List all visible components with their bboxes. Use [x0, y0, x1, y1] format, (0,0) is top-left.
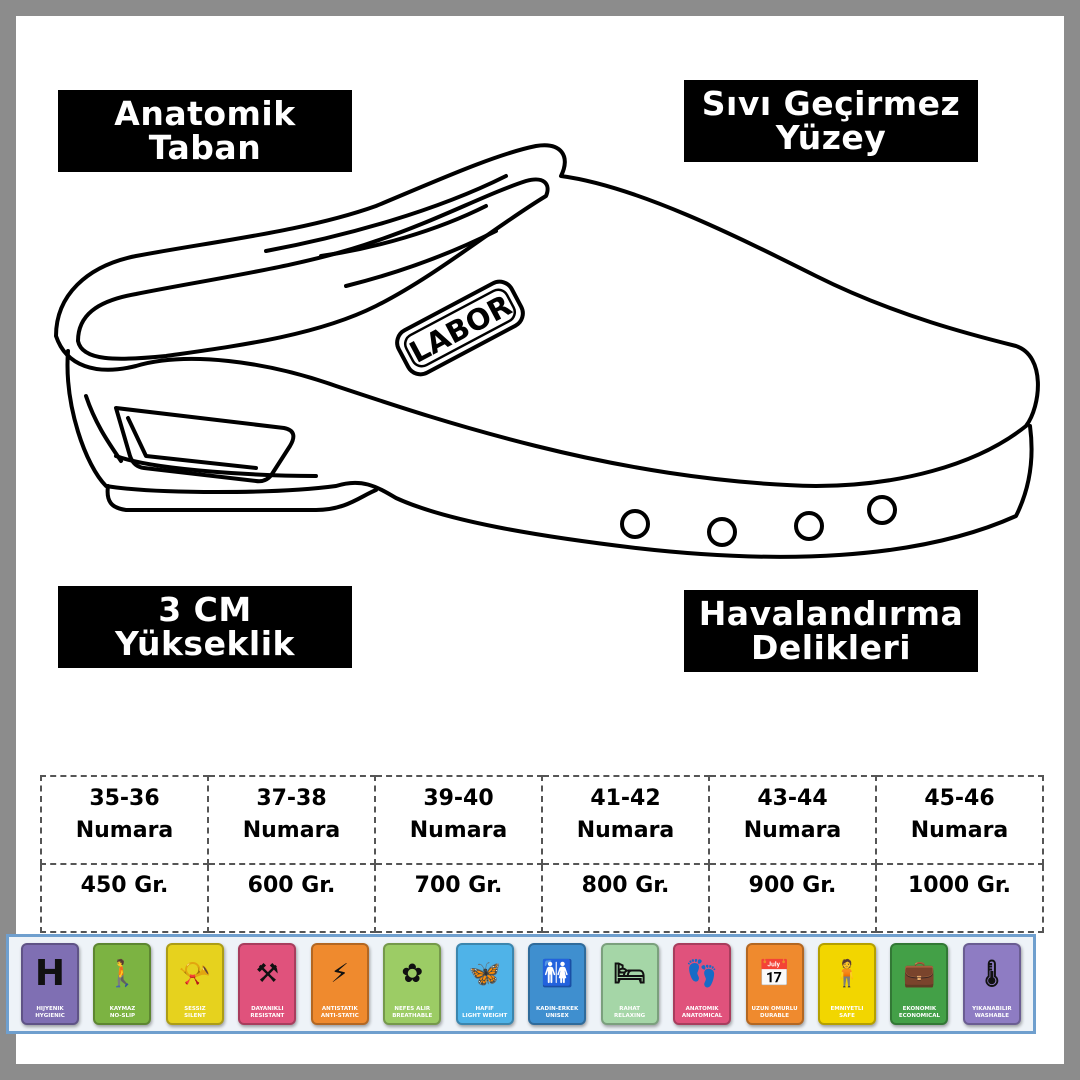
vent-hole [622, 511, 648, 537]
feature-badge-safe [818, 943, 876, 1025]
feature-badge-washable [963, 943, 1021, 1025]
callout-waterproof-surface: Sıvı Geçirmez Yüzey [684, 80, 978, 162]
economical-icon: 💼 [903, 959, 936, 989]
relaxing-icon: 🛏 [613, 959, 647, 989]
feature-caption-tr: HİJYENİK [36, 1006, 64, 1012]
weight-cell: 800 Gr. [542, 864, 709, 932]
feature-caption [242, 1006, 292, 1019]
feature-caption [532, 1006, 582, 1019]
feature-caption [97, 1006, 147, 1019]
vent-hole [869, 497, 895, 523]
feature-caption-en: SILENT [184, 1012, 206, 1019]
resistant-icon: ⚒ [255, 959, 280, 989]
size-cell: 41-42 Numara [542, 776, 709, 864]
feature-caption-tr: EMNİYETLİ [830, 1006, 864, 1012]
callout-ventilation-holes: Havalandırma Delikleri [684, 590, 978, 672]
feature-caption-en: RELAXING [614, 1012, 646, 1019]
feature-caption-en: UNISEX [545, 1012, 569, 1019]
durable-icon: 📅 [758, 959, 791, 989]
feature-caption-en: HYGIENIC [35, 1012, 65, 1019]
feature-badge-resistant [238, 943, 296, 1025]
washable-icon: 🌡 [975, 959, 1009, 989]
feature-caption-en: BREATHABLE [392, 1012, 433, 1019]
feature-badge-silent [166, 943, 224, 1025]
silent-icon: 📯 [178, 959, 212, 989]
feature-badge-light-weight [456, 943, 514, 1025]
anatomical-icon: 👣 [685, 959, 719, 989]
feature-caption-tr: EKONOMİK [902, 1006, 937, 1012]
feature-caption-en: ECONOMICAL [898, 1012, 940, 1019]
feature-caption [967, 1006, 1017, 1019]
feature-badge-no-slip [93, 943, 151, 1025]
size-cell: 35-36 Numara [41, 776, 208, 864]
size-weight-table [40, 775, 1044, 933]
weight-row [41, 864, 1043, 932]
feature-badge-durable [746, 943, 804, 1025]
vent-hole [796, 513, 822, 539]
feature-caption-en: NO-SLIP [109, 1012, 136, 1019]
feature-caption-en: WASHABLE [974, 1012, 1010, 1019]
feature-badge-unisex [528, 943, 586, 1025]
feature-caption [894, 1006, 944, 1019]
no-slip-icon: 🚶 [106, 959, 139, 989]
feature-caption [750, 1006, 800, 1019]
feature-badge-anatomical [673, 943, 731, 1025]
size-cell: 37-38 Numara [208, 776, 375, 864]
safe-icon: 🧍 [830, 959, 864, 989]
breathable-icon: ✿ [401, 959, 424, 989]
brand-logo-text: LABOR [403, 288, 518, 370]
feature-caption [170, 1006, 220, 1019]
feature-caption [25, 1006, 75, 1019]
feature-caption-tr: UZUN ÖMÜRLÜ [751, 1006, 798, 1012]
brand-badge [392, 277, 528, 379]
size-cell: 43-44 Numara [709, 776, 876, 864]
sole-outline [68, 351, 1032, 557]
size-cell: 39-40 Numara [375, 776, 542, 864]
callout-heel-height: 3 CM Yükseklik [58, 586, 352, 668]
feature-caption-en: SAFE [839, 1012, 855, 1019]
weight-cell: 600 Gr. [208, 864, 375, 932]
feature-caption [677, 1006, 727, 1019]
sole-rear-line [86, 396, 121, 461]
weight-cell: 700 Gr. [375, 864, 542, 932]
light-weight-icon: 🦋 [468, 959, 501, 989]
feature-caption-tr: ANATOMİK [685, 1006, 719, 1012]
feature-caption-tr: YIKANABİLİR [972, 1006, 1012, 1012]
feature-icon-strip [6, 934, 1036, 1034]
anti-static-icon: ⚡ [330, 959, 349, 989]
callout-anatomic-sole: Anatomik Taban [58, 90, 352, 172]
feature-caption-tr: KAYMAZ [109, 1006, 136, 1012]
feature-caption [822, 1006, 872, 1019]
heel-window-inner [128, 418, 256, 468]
feature-caption-tr: RAHAT [619, 1006, 640, 1012]
feature-caption-tr: ANTİSTATİK [321, 1006, 358, 1012]
weight-cell: 1000 Gr. [876, 864, 1043, 932]
feature-caption [605, 1006, 655, 1019]
feature-caption-en: LIGHT WEIGHT [462, 1012, 508, 1019]
feature-badge-economical [890, 943, 948, 1025]
feature-caption [315, 1006, 365, 1019]
feature-caption-tr: SESSİZ [184, 1006, 206, 1012]
sole-side-line [116, 456, 316, 476]
size-cell: 45-46 Numara [876, 776, 1043, 864]
feature-badge-breathable [383, 943, 441, 1025]
weight-cell: 900 Gr. [709, 864, 876, 932]
feature-badge-relaxing [601, 943, 659, 1025]
feature-caption-en: RESISTANT [250, 1012, 285, 1019]
feature-caption-en: DURABLE [760, 1012, 790, 1019]
feature-caption-tr: NEFES ALIR [394, 1006, 431, 1012]
product-infographic [16, 16, 1064, 1064]
size-row [41, 776, 1043, 864]
feature-caption-tr: HAFİF [475, 1006, 494, 1012]
clog-illustration [16, 16, 1064, 616]
weight-cell: 450 Gr. [41, 864, 208, 932]
feature-caption-tr: KADIN-ERKEK [536, 1006, 579, 1012]
strap-line-3 [346, 231, 496, 286]
feature-caption-en: ANATOMICAL [681, 1012, 723, 1019]
hygiene-icon: H [34, 953, 66, 994]
feature-badge-anti-static [311, 943, 369, 1025]
feature-badge-hygiene [21, 943, 79, 1025]
unisex-icon: 🚻 [540, 959, 574, 989]
feature-caption [387, 1006, 437, 1019]
vent-hole [709, 519, 735, 545]
feature-caption-tr: DAYANIKLI [251, 1006, 284, 1012]
feature-caption-en: ANTI-STATIC [320, 1012, 359, 1019]
feature-caption [460, 1006, 510, 1019]
